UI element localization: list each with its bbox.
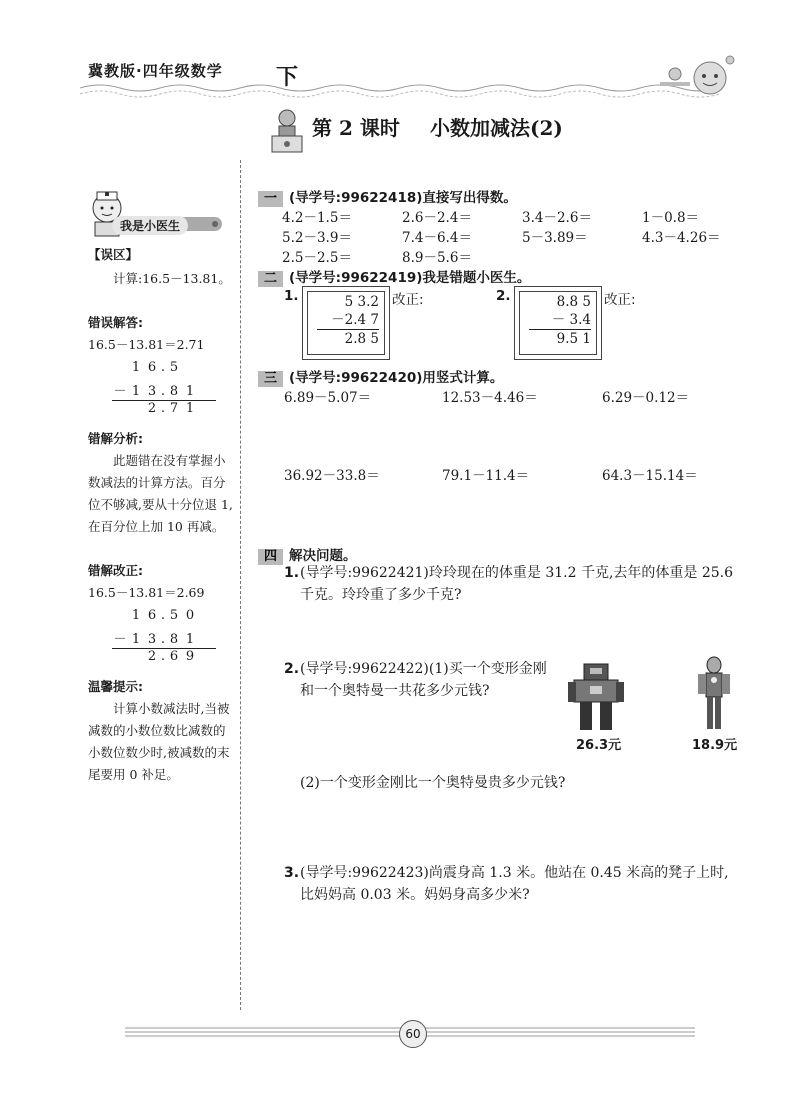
s1-item: 4.2－1.5＝ (282, 210, 352, 226)
ultraman-price: 18.9元 (692, 738, 738, 753)
q2-sub2-text: (2)一个变形金刚比一个奥特曼贵多少元钱? (300, 775, 566, 791)
q3-text: (导学号:99622423)尚震身高 1.3 米。他站在 0.45 米高的凳子上时,比妈妈高 0.03 米。妈妈身高多少米? (300, 865, 729, 903)
s3-item: 12.53－4.46＝ (442, 390, 538, 406)
q1-text: (导学号:99622421)玲玲现在的体重是 31.2 千克,去年的体重是 25.6 千克。玲玲重了多少千克? (300, 565, 734, 603)
analysis-text: 此题错在没有掌握小数减法的计算方法。百分位不够减,要从十分位退 1,在百分位上加 10 再减。 (88, 453, 233, 534)
lesson-topic: 小数加减法(2) (430, 116, 563, 140)
s2-p1-fix-label: 改正: (392, 292, 424, 308)
s2-p2-frame (514, 286, 602, 360)
section4-title: 解决问题。 (289, 548, 357, 564)
transformer-price: 26.3元 (576, 738, 622, 753)
section1-title: (导学号:99622418)直接写出得数。 (289, 190, 517, 206)
correct-vertical-calc: 1 6 . 5 0 － 1 3 . 8 1 2 . 6 9 (112, 608, 216, 669)
s3-item: 6.29－0.12＝ (602, 390, 690, 406)
s1-item: 1－0.8＝ (642, 210, 700, 226)
section1-header (258, 186, 517, 207)
section3-header (258, 366, 503, 387)
section2-header (258, 266, 530, 287)
s2-p1-frame (302, 286, 390, 360)
s3-item: 36.92－33.8＝ (284, 468, 380, 484)
header-wave-border (80, 82, 730, 102)
s1-item: 5.2－3.9＝ (282, 230, 352, 246)
s2-p1-result: 2.8 5 (317, 329, 379, 348)
page-number: 60 (399, 1020, 427, 1048)
tip-label: 温馨提示: (88, 679, 143, 694)
teacher-at-desk-icon (270, 108, 304, 154)
s1-item: 7.4－6.4＝ (402, 230, 472, 246)
q2-number: 2. (284, 661, 300, 677)
column-divider (240, 160, 241, 1010)
s1-item: 8.9－5.6＝ (402, 250, 472, 266)
tip-text: 计算小数减法时,当被减数的小数位数比减数的小数位数少时,被减数的末尾要用 0 补足。 (88, 701, 230, 782)
transformer-robot-icon (566, 660, 626, 732)
s1-item: 3.4－2.6＝ (522, 210, 592, 226)
problem-text: 计算:16.5－13.81。 (113, 271, 231, 286)
s3-item: 6.89－5.07＝ (284, 390, 372, 406)
s2-p2-row2: － 3.4 (551, 312, 591, 328)
kids-decoration-icon (640, 48, 740, 98)
s2-p2-row1: 8.8 5 (556, 294, 591, 310)
section2-badge: 二 (258, 271, 283, 287)
ultraman-figure-icon (694, 656, 734, 732)
analysis-label: 错解分析: (88, 431, 143, 446)
s2-p2-fix-label: 改正: (604, 292, 636, 308)
section3-title: (导学号:99622420)用竖式计算。 (289, 370, 504, 386)
correction-equation: 16.5－13.81＝2.69 (88, 585, 205, 600)
semester-label: 下 (276, 65, 299, 90)
book-title: 冀教版·四年级数学 (88, 62, 223, 80)
s2-p2-result: 9.5 1 (529, 329, 591, 348)
doctor-badge-label: 我是小医生 (112, 216, 188, 235)
s2-p1-number: 1. (284, 288, 299, 304)
section3-badge: 三 (258, 371, 283, 387)
s2-p1-row1: 5 3.2 (344, 294, 379, 310)
q1-number: 1. (284, 565, 300, 581)
wrong-answer-equation: 16.5－13.81＝2.71 (88, 337, 205, 352)
section1-badge: 一 (258, 191, 283, 207)
s1-item: 5－3.89＝ (522, 230, 588, 246)
s1-item: 4.3－4.26＝ (642, 230, 721, 246)
s2-p2-number: 2. (496, 288, 511, 304)
wrong-vertical-calc: 1 6 . 5 － 1 3 . 8 1 2 . 7 1 (112, 360, 216, 421)
s3-item: 64.3－15.14＝ (602, 468, 698, 484)
wrong-answer-label: 错误解答: (88, 315, 143, 330)
s3-item: 79.1－11.4＝ (442, 468, 530, 484)
correction-label: 错解改正: (88, 563, 143, 578)
section2-title: (导学号:99622419)我是错题小医生。 (289, 270, 531, 286)
s1-item: 2.6－2.4＝ (402, 210, 472, 226)
s2-p1-row2: －2.4 7 (331, 312, 379, 328)
s1-item: 2.5－2.5＝ (282, 250, 352, 266)
error-zone-label: 【误区】 (88, 247, 139, 262)
q3-number: 3. (284, 865, 300, 881)
q2-text: (导学号:99622422)(1)买一个变形金刚和一个奥特曼一共花多少元钱? (300, 661, 547, 699)
section4-badge: 四 (258, 549, 283, 565)
lesson-number: 第 2 课时 (312, 116, 400, 140)
